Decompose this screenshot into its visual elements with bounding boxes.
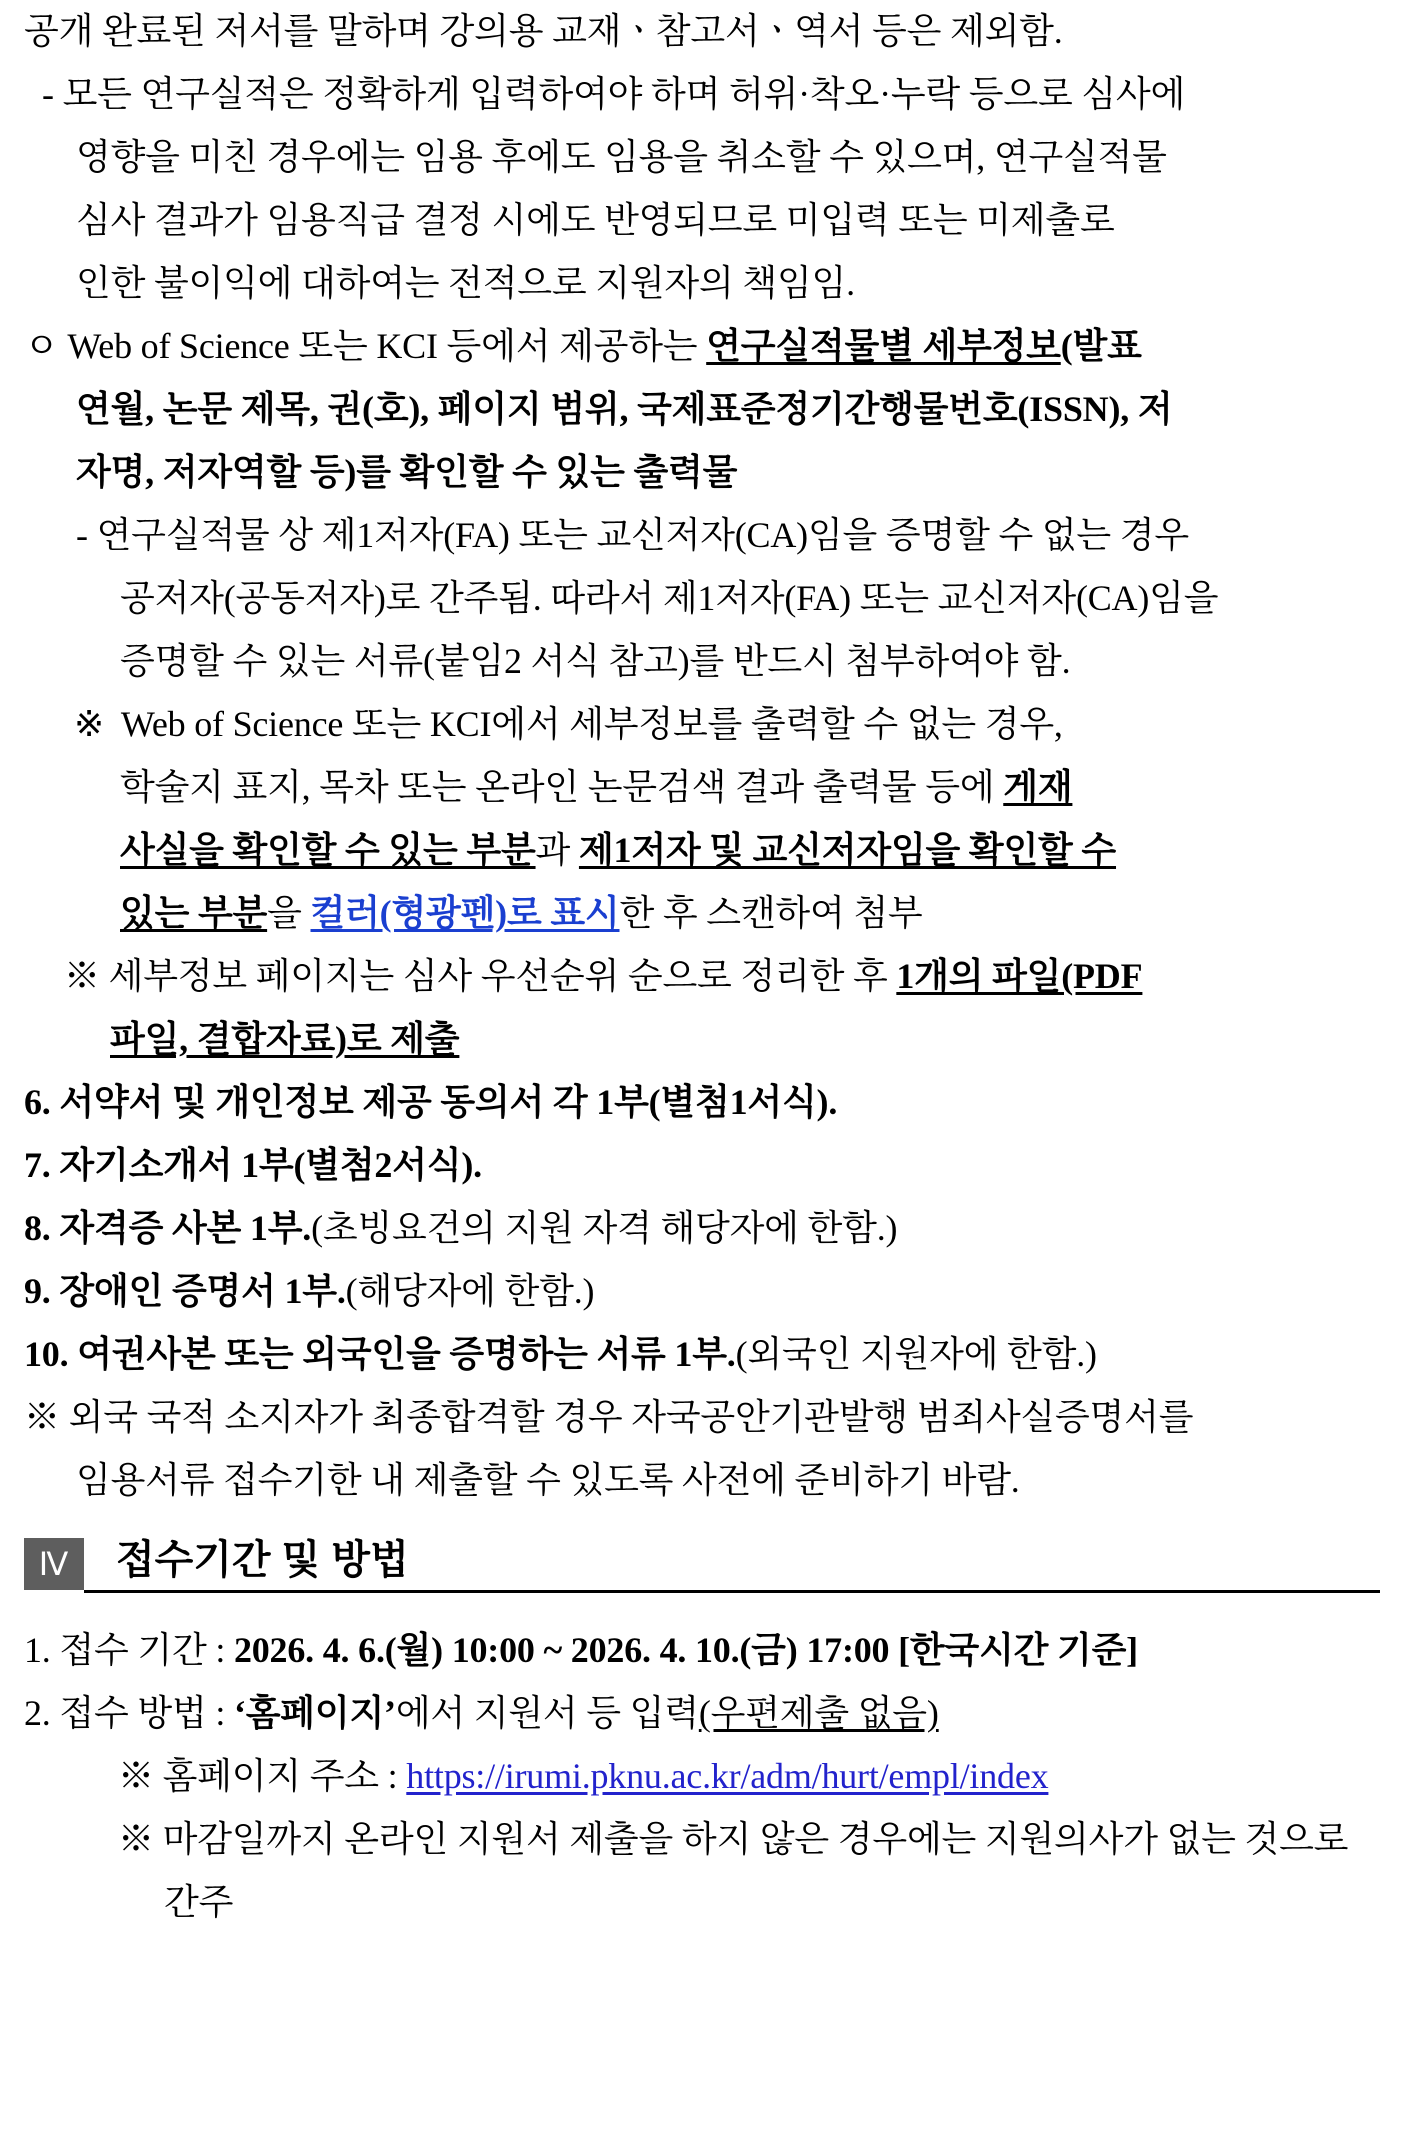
- list-item-text: 서약서 및 개인정보 제공 동의서 각 1부(별첨1서식).: [59, 1082, 838, 1122]
- list-item-quoted: ‘홈페이지’: [233, 1693, 396, 1733]
- list-item: [24, 1323, 1380, 1386]
- dash-item-line: 증명할 수 있는 서류(붙임2 서식 참고)를 반드시 첨부하여야 함.: [120, 641, 1071, 681]
- list-item-underlined: (우편제출 없음): [698, 1693, 939, 1733]
- list-item-number: 6.: [24, 1082, 51, 1122]
- homepage-link[interactable]: https://irumi.pknu.ac.kr/adm/hurt/empl/index: [406, 1756, 1049, 1796]
- list-item-note: (해당자에 한함.): [345, 1271, 595, 1311]
- list-item: [24, 1071, 1380, 1134]
- note-text: 을: [267, 893, 311, 933]
- dash-marker: -: [42, 74, 54, 114]
- section-title: 접수기간 및 방법: [84, 1534, 1380, 1593]
- list-item: [24, 1682, 1380, 1745]
- note-emphasis: 제1저자 및 교신저자임을 확인할 수: [578, 830, 1117, 870]
- circle-item-line: 자명, 저자역할 등)를 확인할 수 있는 출력물: [76, 452, 738, 492]
- star-marker: ※: [64, 956, 100, 996]
- list-item-text: 여권사본 또는 외국인을 증명하는 서류 1부.: [77, 1334, 736, 1374]
- note-line: [24, 756, 1380, 819]
- list-item-number: 1.: [24, 1630, 51, 1670]
- circle-marker: ㅇ: [24, 326, 59, 366]
- note-emphasis: 파일, 결합자료)로 제출: [110, 1019, 460, 1059]
- note-text: 한 후 스캔하여 첨부: [619, 893, 923, 933]
- section-number-badge: Ⅳ: [24, 1538, 84, 1590]
- section-header: [24, 1534, 1380, 1593]
- star-marker: ※: [24, 1397, 60, 1437]
- circle-text-plain: Web of Science 또는 KCI 등에서 제공하는: [67, 326, 707, 366]
- star-marker: ※: [118, 1756, 154, 1796]
- list-item-note: (초빙요건의 지원 자격 해당자에 한함.): [311, 1208, 898, 1248]
- list-item-number: 9.: [24, 1271, 51, 1311]
- dash-item-line: 인한 불이익에 대하여는 전적으로 지원자의 책임임.: [76, 263, 855, 303]
- list-item-label: 접수 기간 :: [59, 1630, 234, 1670]
- list-item-value: 2026. 4. 6.(월) 10:00 ~ 2026. 4. 10.(금) 17:00 [한국시간 기준]: [233, 1630, 1138, 1670]
- note-line: [24, 693, 1380, 756]
- list-item: [24, 1619, 1380, 1682]
- note-text: 마감일까지 온라인 지원서 제출을 하지 않은 경우에는 지원의사가 없는 것으로 간주: [162, 1819, 1358, 1922]
- note-line: [24, 945, 1380, 1008]
- list-item-middle: 에서 지원서 등 입력: [395, 1693, 699, 1733]
- note-label: 홈페이지 주소 :: [162, 1756, 407, 1796]
- list-item-number: 10.: [24, 1334, 69, 1374]
- list-item-number: 2.: [24, 1693, 51, 1733]
- note-emphasis: 1개의 파일(PDF: [896, 956, 1143, 996]
- note-line: 임용서류 접수기한 내 제출할 수 있도록 사전에 준비하기 바람.: [76, 1460, 1020, 1500]
- dash-item-line: 심사 결과가 임용직급 결정 시에도 반영되므로 미입력 또는 미제출로: [76, 200, 1115, 240]
- note-line: [24, 1386, 1380, 1449]
- note-text: 세부정보 페이지는 심사 우선순위 순으로 정리한 후: [108, 956, 897, 996]
- note-line: [24, 1808, 1380, 1934]
- list-item-number: 7.: [24, 1145, 51, 1185]
- circle-item-line: [24, 315, 1380, 378]
- dash-item-line: 공저자(공동저자)로 간주됨. 따라서 제1저자(FA) 또는 교신저자(CA)임을: [120, 578, 1219, 618]
- dash-item-line: [24, 504, 1380, 567]
- dash-item-line: 영향을 미친 경우에는 임용 후에도 임용을 취소할 수 있으며, 연구실적물: [76, 137, 1167, 177]
- list-item-text: 자격증 사본 1부.: [59, 1208, 312, 1248]
- list-item-text: 자기소개서 1부(별첨2서식).: [59, 1145, 482, 1185]
- dash-item-line: [24, 63, 1380, 126]
- paragraph-line: 공개 완료된 저서를 말하며 강의용 교재ㆍ참고서ㆍ역서 등은 제외함.: [24, 11, 1063, 51]
- list-item: [24, 1197, 1380, 1260]
- circle-item-line: 연월, 논문 제목, 권(호), 페이지 범위, 국제표준정기간행물번호(ISSN), 저: [76, 389, 1173, 429]
- note-line: [24, 1745, 1380, 1808]
- note-line: [24, 882, 1380, 945]
- note-text: 외국 국적 소지자가 최종합격할 경우 자국공안기관발행 범죄사실증명서를: [68, 1397, 1194, 1437]
- star-marker: ※: [118, 1819, 154, 1859]
- note-text: Web of Science 또는 KCI에서 세부정보를 출력할 수 없는 경우,: [120, 704, 1063, 744]
- note-line: [24, 1008, 1380, 1071]
- note-highlight-emphasis: 컬러(형광펜)로 표시: [310, 893, 620, 933]
- star-marker: ※: [74, 704, 104, 744]
- list-item: [24, 1134, 1380, 1197]
- note-text: 학술지 표지, 목차 또는 온라인 논문검색 결과 출력물 등에: [120, 767, 1004, 807]
- list-item-label: 접수 방법 :: [59, 1693, 234, 1733]
- note-line: [24, 819, 1380, 882]
- list-item: [24, 1260, 1380, 1323]
- note-emphasis: 사실을 확인할 수 있는 부분: [120, 830, 536, 870]
- list-item-note: (외국인 지원자에 한함.): [735, 1334, 1097, 1374]
- note-emphasis: 있는 부분: [120, 893, 268, 933]
- dash-marker: -: [76, 515, 88, 555]
- circle-text-tail: (발표: [1060, 326, 1142, 366]
- list-item-number: 8.: [24, 1208, 51, 1248]
- note-text: 과: [535, 830, 579, 870]
- note-emphasis: 게재: [1003, 767, 1073, 807]
- dash-text: 모든 연구실적은 정확하게 입력하여야 하며 허위·착오·누락 등으로 심사에: [62, 74, 1186, 114]
- circle-text-emphasis: 연구실적물별 세부정보: [706, 326, 1061, 366]
- dash-text: 연구실적물 상 제1저자(FA) 또는 교신저자(CA)임을 증명할 수 없는 경우: [96, 515, 1189, 555]
- list-item-text: 장애인 증명서 1부.: [59, 1271, 346, 1311]
